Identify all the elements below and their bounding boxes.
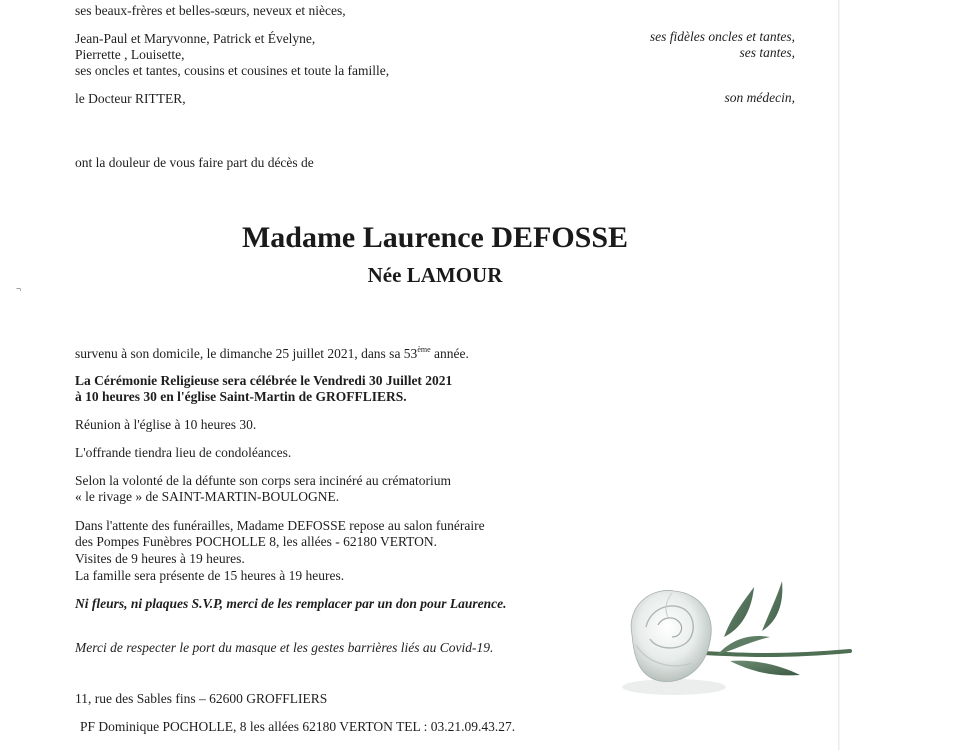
family-doctor-line: le Docteur RITTER, — [75, 91, 186, 106]
right-aunts-line: ses tantes, — [739, 45, 795, 60]
family-names-line-2: Pierrette , Louisette, — [75, 47, 185, 62]
ceremony-line-2: à 10 heures 30 en l'église Saint-Martin de GROFFLIERS. — [75, 389, 407, 404]
family-in-laws-line: ses beaux-frères et belles-sœurs, neveux et nièces, — [75, 3, 346, 18]
right-doctor-line: son médecin, — [724, 90, 795, 105]
rest-line-4: La famille sera présente de 15 heures à 19 heures. — [75, 568, 345, 583]
meeting-line: Réunion à l'église à 10 heures 30. — [75, 417, 257, 432]
ceremony-line-1: La Cérémonie Religieuse sera célébrée le Vendredi 30 Juillet 2021 — [75, 373, 453, 388]
covid-line: Merci de respecter le port du masque et les gestes barrières liés au Covid-19. — [75, 640, 494, 655]
announcement-intro: ont la douleur de vous faire part du décès de — [75, 155, 314, 170]
funeral-home-line: PF Dominique POCHOLLE, 8 les allées 62180 VERTON TEL : 03.21.09.43.27. — [80, 719, 516, 734]
rest-line-1: Dans l'attente des funérailles, Madame DEFOSSE repose au salon funéraire — [75, 518, 485, 533]
family-names-line-1: Jean-Paul et Maryvonne, Patrick et Évelyne, — [75, 31, 316, 46]
cremation-line-1: Selon la volonté de la défunte son corps sera incinéré au crématorium — [75, 473, 451, 488]
maiden-name: Née LAMOUR — [367, 263, 503, 287]
right-uncles-line: ses fidèles oncles et tantes, — [649, 29, 795, 44]
rest-line-3: Visites de 9 heures à 19 heures. — [75, 551, 245, 566]
no-flowers-line: Ni fleurs, ni plaques S.V.P, merci de les remplacer par un don pour Laurence. — [75, 596, 507, 611]
address-line: 11, rue des Sables fins – 62600 GROFFLIERS — [75, 691, 328, 706]
offering-line: L'offrande tiendra lieu de condoléances. — [75, 445, 292, 460]
death-text: survenu à son domicile, le dimanche 25 juillet 2021, dans sa 53 — [75, 346, 418, 361]
death-notice-line — [75, 345, 469, 362]
death-tail: année. — [430, 346, 469, 361]
death-ordinal-suffix: ème — [417, 345, 431, 354]
family-relatives-line: ses oncles et tantes, cousins et cousines et toute la famille, — [75, 63, 390, 78]
scan-mark: ¬ — [16, 284, 22, 294]
white-rose-icon — [612, 575, 852, 705]
deceased-name: Madame Laurence DEFOSSE — [241, 221, 629, 254]
cremation-line-2: « le rivage » de SAINT-MARTIN-BOULOGNE. — [75, 489, 340, 504]
rest-line-2: des Pompes Funèbres POCHOLLE 8, les allées - 62180 VERTON. — [75, 534, 438, 549]
